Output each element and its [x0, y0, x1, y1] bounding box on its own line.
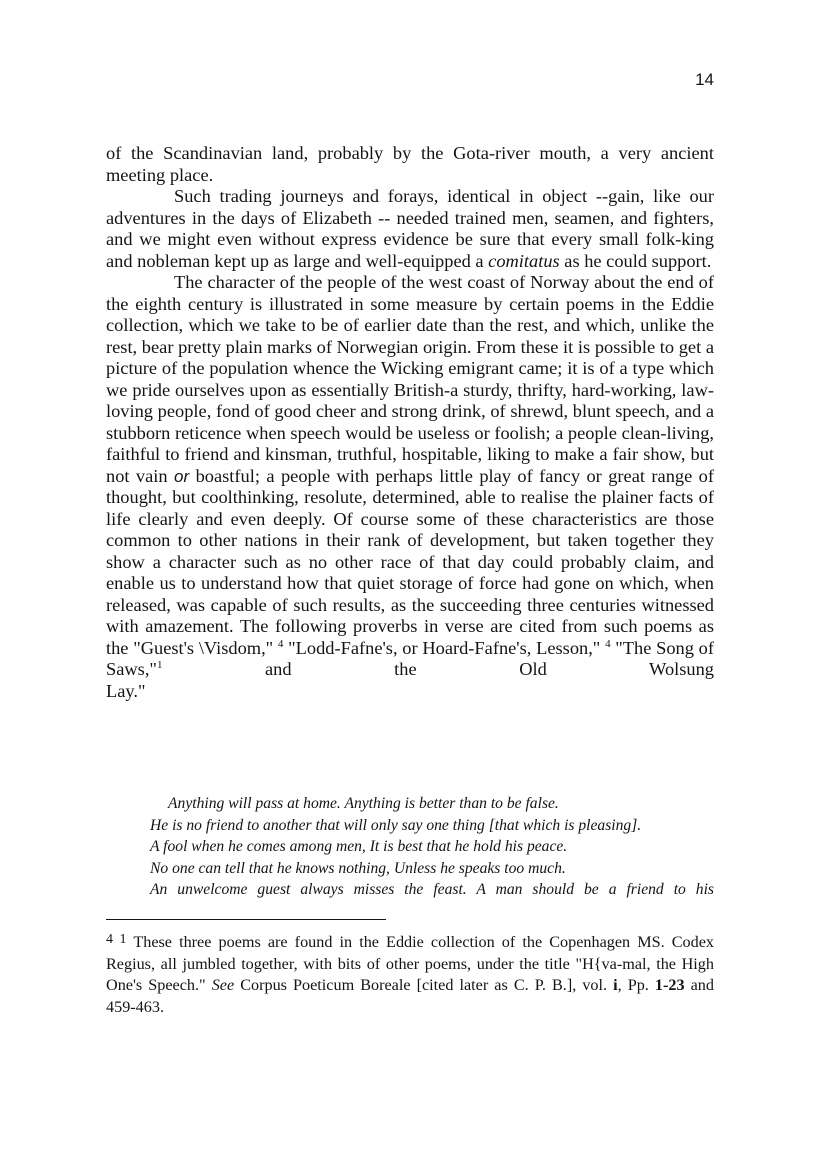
footnote-volume: i — [613, 976, 618, 994]
paragraph-2 — [106, 186, 714, 272]
footnote-markers: 4 1 — [106, 932, 127, 947]
paragraph-3-text-e: and the Old Wolsung — [162, 659, 714, 679]
paragraph-3 — [106, 272, 714, 681]
body-text — [106, 143, 714, 702]
footnote-text-b: Corpus Poeticum Boreale [cited later as C. P. B.], vol. — [234, 976, 614, 994]
footnote-text-d: and 459-463. — [106, 976, 714, 1016]
paragraph-1: of the Scandinavian land, probably by the Gota-river mouth, a very ancient meeting place. — [106, 143, 714, 185]
footnote-text-a: These three poems are found in the Eddie collection of the Copenhagen MS. Codex Regius, all jumbled together, with bits of other poems, under the title "H{va-mal, the High One's Speech." — [106, 933, 715, 994]
paragraph-3-or: or — [174, 466, 190, 486]
verse-line: No one can tell that he knows nothing, Unless he speaks too much. — [150, 859, 566, 877]
paragraph-2-text-b: as he could support. — [559, 250, 712, 271]
footnote-ref-3[interactable]: 1 — [156, 658, 163, 671]
footnote-ref-1[interactable]: 4 — [277, 637, 284, 650]
paragraph-3-last-line: Lay." — [106, 680, 146, 701]
verse-line: An unwelcome guest always misses the feast. A man should be a friend to his — [150, 881, 714, 899]
verse-block — [150, 793, 714, 901]
footnote-text — [106, 929, 714, 1018]
verse-line: A fool when he comes among men, It is best that he hold his peace. — [150, 838, 568, 856]
footnote-see: See — [211, 976, 235, 994]
footnote-ref-2[interactable]: 4 — [605, 637, 611, 650]
footnote-pages: 1-23 — [654, 976, 685, 994]
comitatus-term: comitatus — [488, 250, 560, 271]
verse-line: He is no friend to another that will only say one thing [that which is pleasing]. — [150, 816, 642, 834]
footnote — [106, 929, 714, 1018]
paragraph-3-text-b: boastful; a people with perhaps little play of fancy or great range of thought, but coolthinking, resolute, determined, able to realise the plainer facts of life clearly and even deeply. Of course some of these characteristics are those common to other nations in their rank of development, but taken together they show a character such as no other race of that day could probably claim, and enable us to understand how that quiet storage of force had gone on which, when released, was capable of such results, as the succeeding three centuries witnessed with amazement. The following proverbs in verse are cited from such poems as the "Guest's \Visdom," — [106, 465, 714, 658]
paragraph-3-text-a: The character of the people of the west coast of Norway about the end of the eighth century is illustrated in some measure by certain poems in the Eddie collection, which we take to be of earlier date than the rest, and which, unlike the rest, bear pretty plain marks of Norwegian origin. From these it is possible to get a picture of the population whence the Wicking emigrant came; it is of a type which we pride ourselves upon as essentially British-a sturdy, thrifty, hard-working, law-loving people, fond of good cheer and strong drink, of shrewd, blunt speech, and a stubborn reticence when speech would be useless or foolish; a people clean-living, faithful to friend and kinsman, truthful, hospitable, liking to make a fair show, but not vain — [106, 272, 714, 486]
verse-line: Anything will pass at home. Anything is better than to be false. — [168, 795, 559, 812]
footnote-text-c: , Pp. — [617, 976, 655, 994]
paragraph-3-text-c: "Lodd-Fafne's, or Hoard-Fafne's, Lesson," — [283, 637, 606, 658]
paragraph-3-text-d: "The Song of Saws," — [106, 637, 715, 679]
paragraph-2-text-a: Such trading journeys and forays, identical in object --gain, like our adventures in the days of Elizabeth -- needed trained men, seamen, and fighters, and we might even without express evidence be sure that every small folk-king and nobleman kept up as large and well-equipped a — [106, 186, 714, 271]
page-number: 14 — [695, 70, 714, 89]
footnote-divider — [106, 919, 386, 920]
